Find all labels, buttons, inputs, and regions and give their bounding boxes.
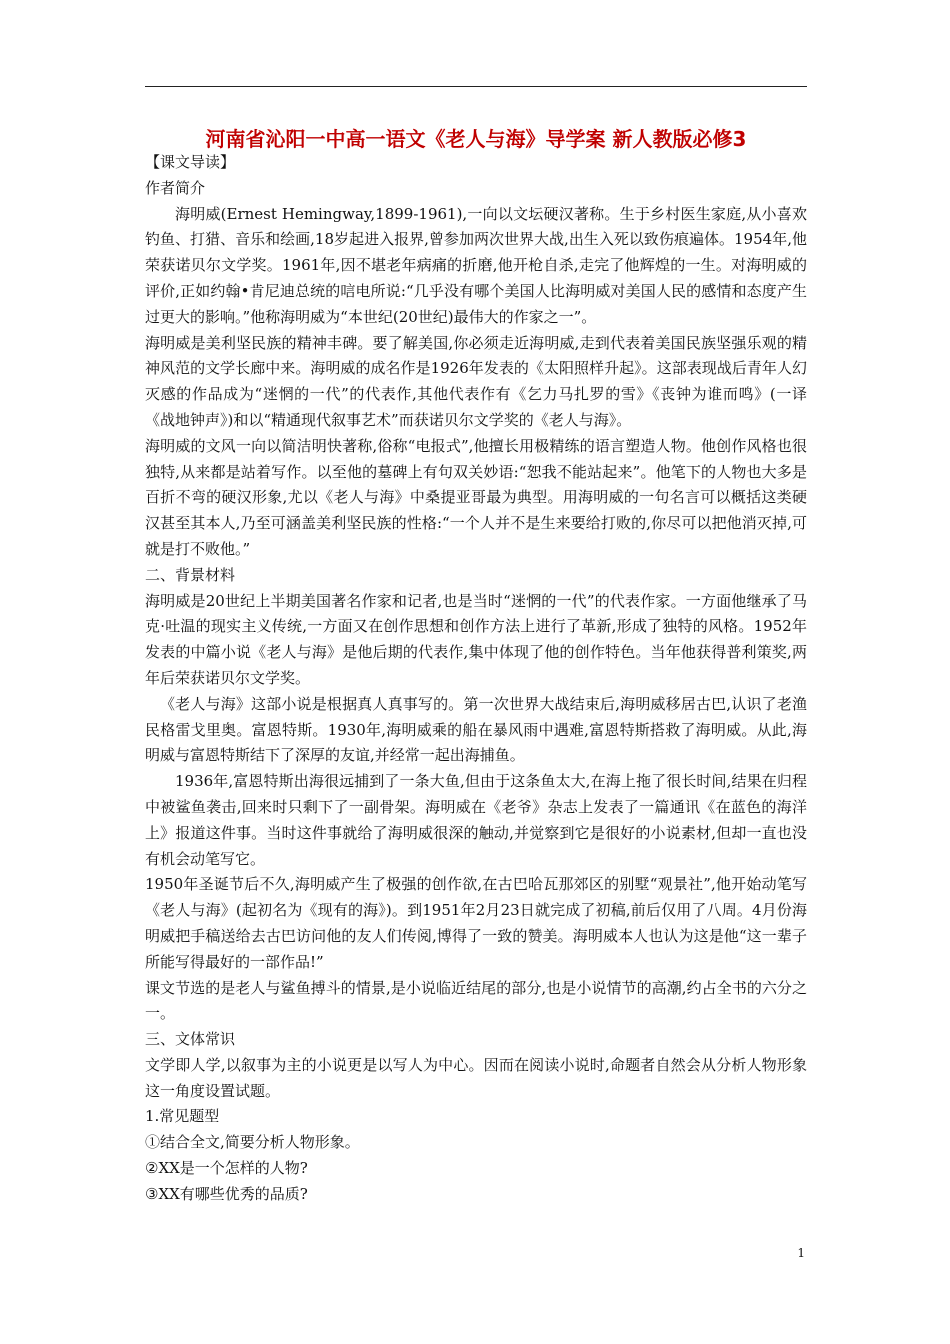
background-paragraph: 《老人与海》这部小说是根据真人真事写的。第一次世界大战结束后,海明威移居古巴,认识了老渔民格雷戈里奥。富恩特斯。1930年,海明威乘的船在暴风雨中遇难,富恩特斯搭救了海明威。从此,海明威与富恩特斯结下了深厚的友谊,并经常一起出海捕鱼。 [145, 694, 807, 765]
question-type-item: ①结合全文,简要分析人物形象。 [145, 1133, 360, 1152]
document-body [145, 150, 807, 1208]
page-number: 1 [797, 1246, 805, 1260]
author-heading: 作者简介 [145, 178, 206, 197]
background-paragraph: 海明威是20世纪上半期美国著名作家和记者,也是当时“迷惘的一代”的代表作家。一方面他继承了马克·吐温的现实主义传统,一方面又在创作思想和创作方法上进行了革新,形成了独特的风格。1952年发表的中篇小说《老人与海》是他后期的代表作,集中体现了他的创作特色。当年他获得普利策奖,两年后荣获诺贝尔文学奖。 [145, 591, 807, 687]
author-paragraph: 海明威(Ernest Hemingway,1899-1961),一向以文坛硬汉著称。生于乡村医生家庭,从小喜欢钓鱼、打猎、音乐和绘画,18岁起进入报界,曾参加两次世界大战,出生入死以致伤痕遍体。1954年,他荣获诺贝尔文学奖。1961年,因不堪老年病痛的折磨,他开枪自杀,走完了他辉煌的一生。对海明威的评价,正如约翰•肯尼迪总统的唁电所说:“几乎没有哪个美国人比海明威对美国人民的感情和态度产生过更大的影响。”他称海明威为“本世纪(20世纪)最伟大的作家之一”。 [145, 204, 807, 326]
header-rule [145, 86, 807, 87]
background-heading: 二、背景材料 [145, 565, 236, 584]
section-label: 【课文导读】 [145, 153, 236, 171]
question-type-item: ③XX有哪些优秀的品质? [145, 1184, 308, 1203]
background-paragraph: 课文节选的是老人与鲨鱼搏斗的情景,是小说临近结尾的部分,也是小说情节的高潮,约占全书的六分之一。 [145, 978, 807, 1023]
document-title: 河南省沁阳一中高一语文《老人与海》导学案 新人教版必修3 [205, 127, 747, 151]
genre-heading: 三、文体常识 [145, 1030, 236, 1049]
author-paragraph: 海明威的文风一向以简洁明快著称,俗称“电报式”,他擅长用极精练的语言塑造人物。他创作风格也很独特,从来都是站着写作。以至他的墓碑上有句双关妙语:“恕我不能站起来”。他笔下的人物也大多是百折不弯的硬汉形象,尤以《老人与海》中桑提亚哥最为典型。用海明威的一句名言可以概括这类硬汉甚至其本人,乃至可涵盖美利坚民族的性格:“一个人并不是生来要给打败的,你尽可以把他消灭掉,可就是打不败他。” [145, 436, 807, 558]
background-paragraph: 1950年圣诞节后不久,海明威产生了极强的创作欲,在古巴哈瓦那郊区的别墅“观景社”,他开始动笔写《老人与海》(起初名为《现有的海》)。到1951年2月23日就完成了初稿,前后仅用了八周。4月份海明威把手稿送给去古巴访问他的友人们传阅,博得了一致的赞美。海明威本人也认为这是他“这一辈子所能写得最好的一部作品!” [145, 875, 807, 971]
genre-paragraph: 文学即人学,以叙事为主的小说更是以写人为中心。因而在阅读小说时,命题者自然会从分析人物形象这一角度设置试题。 [145, 1055, 807, 1100]
question-types-heading: 1.常见题型 [145, 1107, 220, 1126]
author-paragraph: 海明威是美利坚民族的精神丰碑。要了解美国,你必须走近海明威,走到代表着美国民族坚强乐观的精神风范的文学长廊中来。海明威的成名作是1926年发表的《太阳照样升起》。这部表现战后青年人幻灭感的作品成为“迷惘的一代”的代表作,其他代表作有《乞力马扎罗的雪》《丧钟为谁而鸣》(一译《战地钟声》)和以“精通现代叙事艺术”而获诺贝尔文学奖的《老人与海》。 [145, 333, 807, 429]
question-type-item: ②XX是一个怎样的人物? [145, 1159, 308, 1178]
background-paragraph: 1936年,富恩特斯出海很远捕到了一条大鱼,但由于这条鱼太大,在海上拖了很长时间,结果在归程中被鲨鱼袭击,回来时只剩下了一副骨架。海明威在《老爷》杂志上发表了一篇通讯《在蓝色的海洋上》报道这件事。当时这件事就给了海明威很深的触动,并觉察到它是很好的小说素材,但却一直也没有机会动笔写它。 [145, 772, 807, 868]
